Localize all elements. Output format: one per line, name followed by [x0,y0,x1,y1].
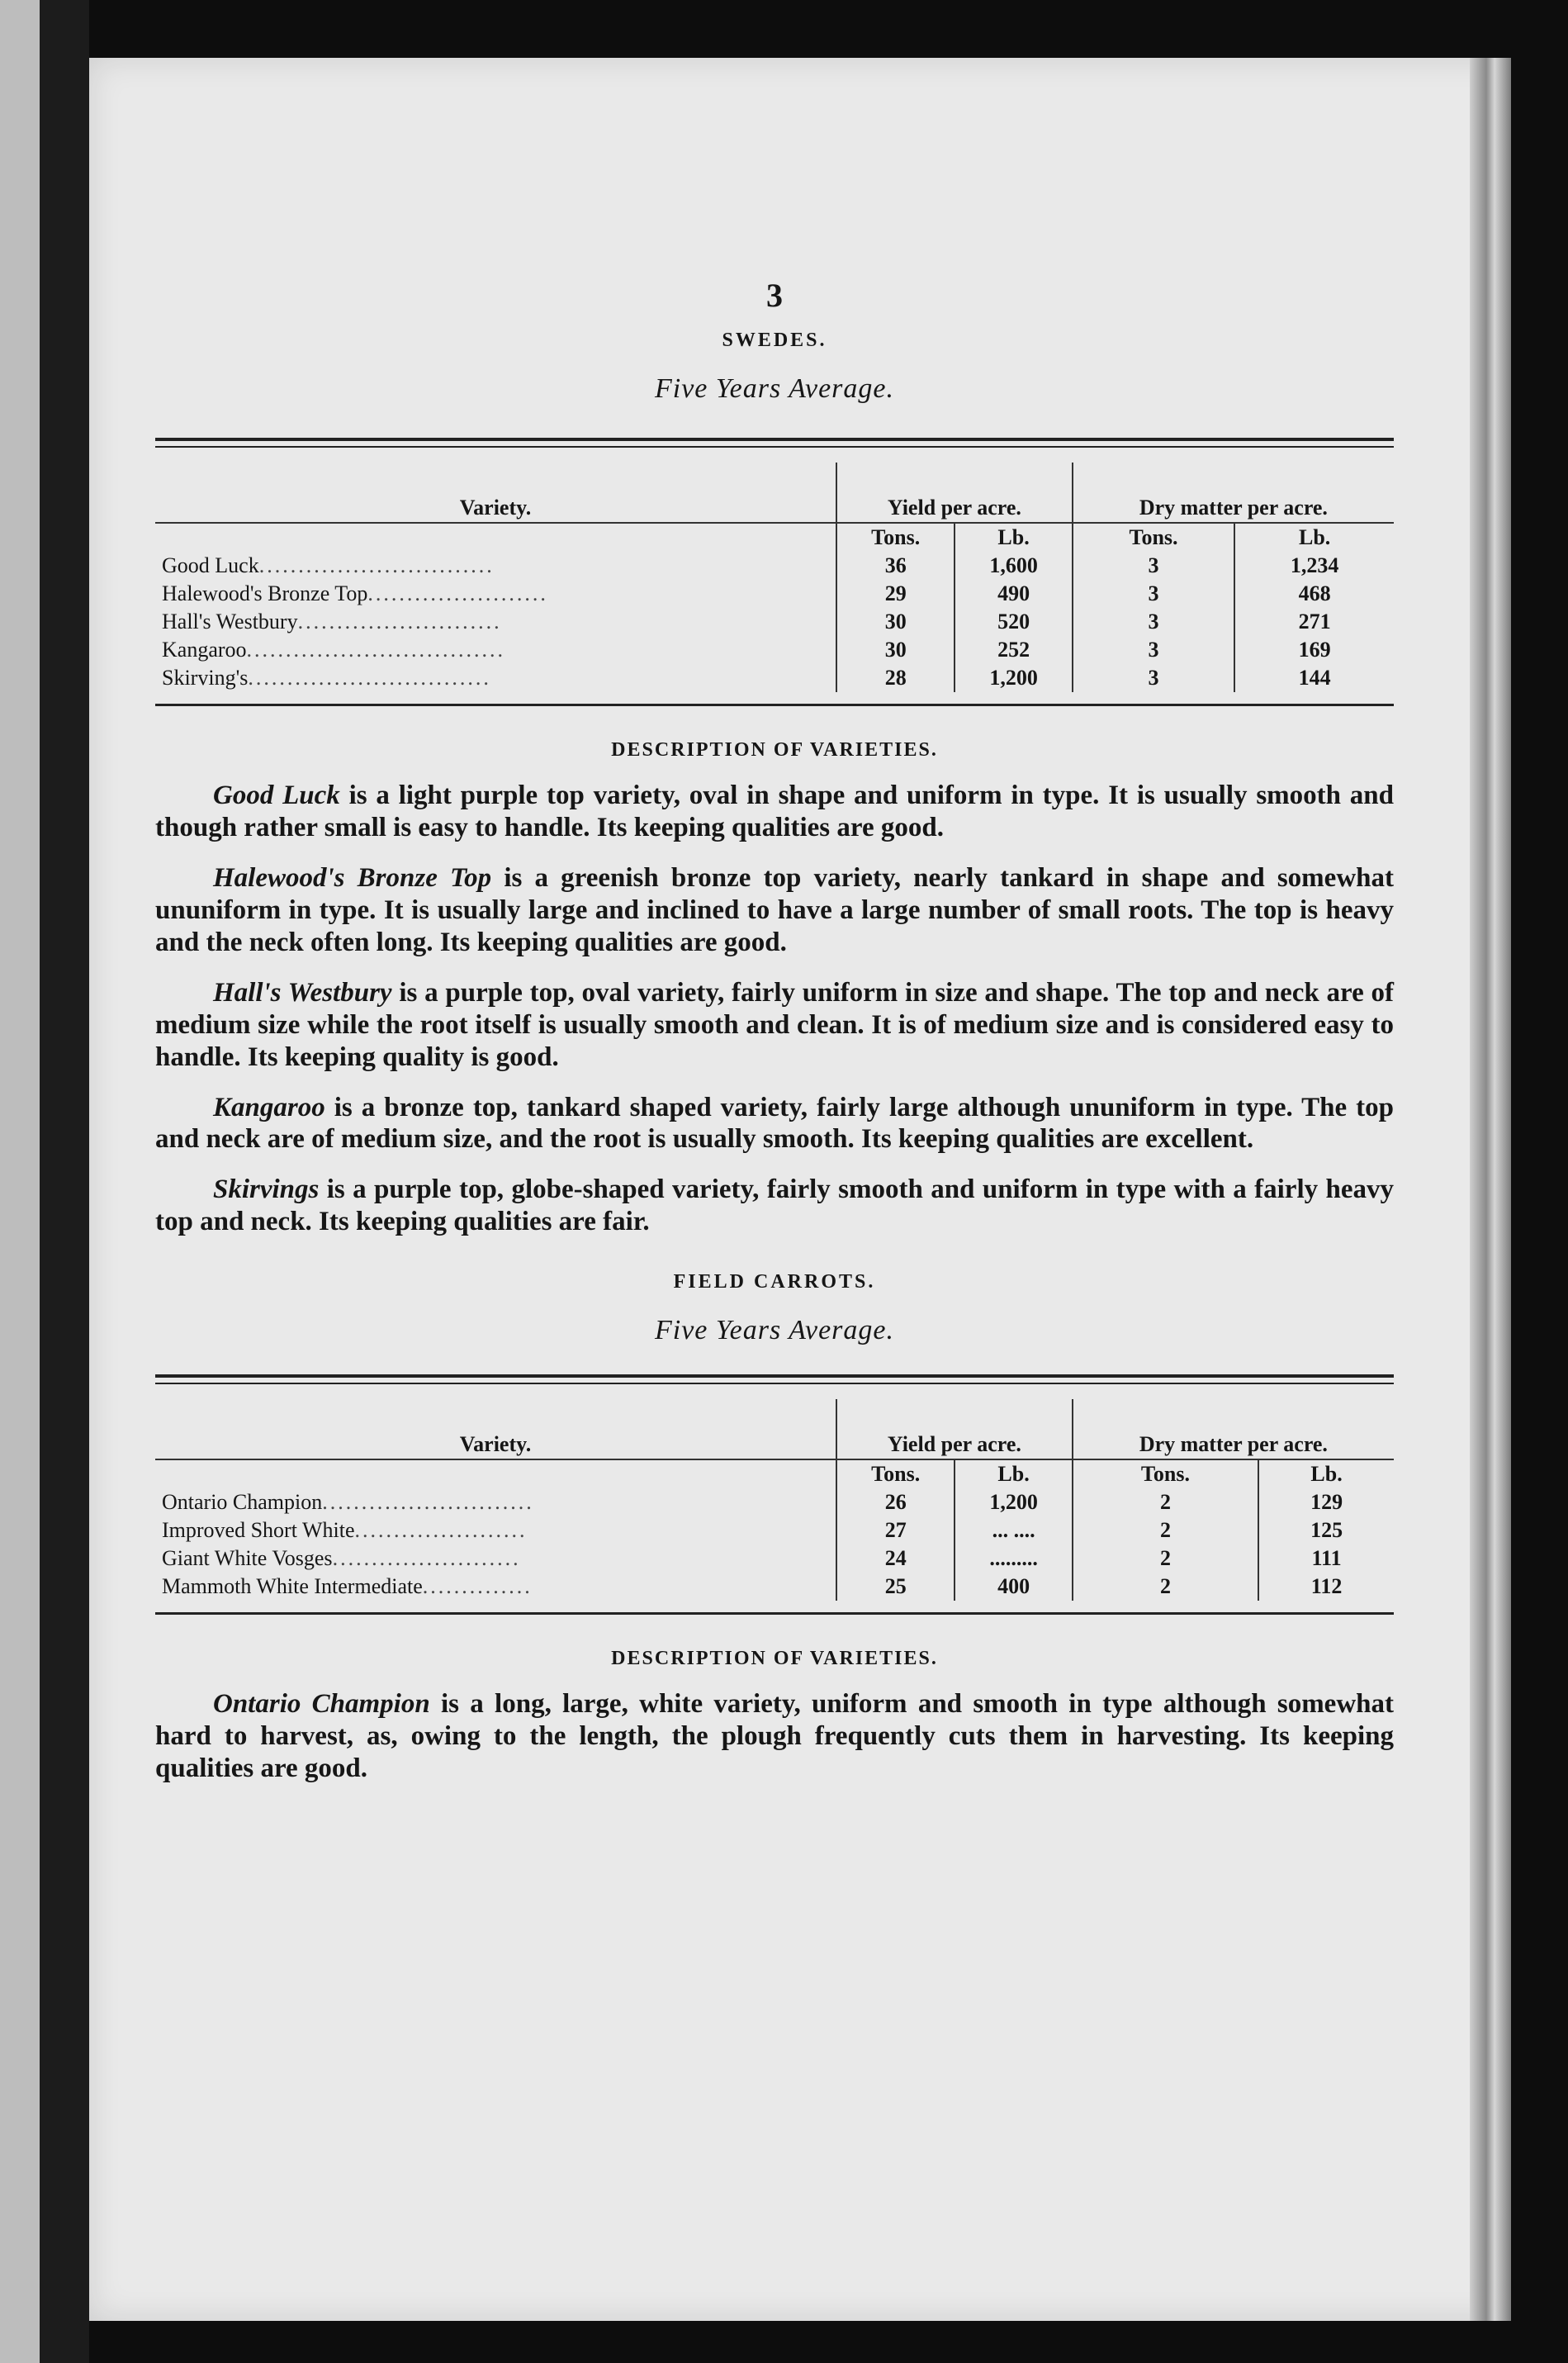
table-bottom-rule [155,704,1394,706]
scan-border-left [0,0,40,2363]
page-content [155,215,1394,1785]
table-bottom-rule [155,1612,1394,1615]
table-top-rule [155,438,1394,448]
dry-tons: 3 [1073,608,1235,636]
page-number: 3 [766,277,783,314]
table-row: Kangaroo................................. 30 252 3 169 [155,636,1394,664]
yield-lb: 252 [955,636,1072,664]
table-row: Good Luck.............................. 36 1,600 3 1,234 [155,552,1394,580]
dry-lb: 169 [1234,636,1394,664]
col-header-tons: Tons. [1073,523,1235,552]
variety-name: Skirvings [213,1174,320,1205]
variety-name: Halewood's Bronze Top [162,581,368,605]
description-title-carrots: DESCRIPTION OF VARIETIES. [611,1648,938,1670]
dry-lb: 468 [1234,580,1394,608]
carrots-table [155,1399,1394,1601]
variety-name: Good Luck [213,781,340,810]
variety-name: Hall's Westbury [213,977,392,1008]
yield-tons: 26 [836,1488,955,1516]
description-paragraph [155,780,1394,844]
description-paragraph [155,862,1394,959]
dry-tons: 3 [1073,636,1235,664]
yield-tons: 36 [836,552,955,580]
col-header-variety: Variety. [155,463,836,523]
description-paragraph [155,1092,1394,1156]
variety-name: Skirving's [162,666,249,690]
description-text: is a long, large, white variety, uniform and smooth in type although somewhat hard to harvest, as, owing to the length, the plough frequently cuts them in harvesting. Its keeping qualities are good. [155,1689,1394,1784]
dry-lb: 271 [1234,608,1394,636]
variety-name: Hall's Westbury [162,610,298,633]
variety-name: Giant White Vosges [162,1546,333,1571]
col-header-dry-matter: Dry matter per acre. [1073,463,1394,523]
dry-tons: 2 [1073,1544,1258,1573]
yield-tons: 25 [836,1573,955,1601]
dry-tons: 3 [1073,552,1235,580]
description-text: is a greenish bronze top variety, nearly tankard in shape and somewhat ununiform in type. It is usually large and inclined to have a large number of small roots. The top is heavy and the neck often long. Its keeping qualities are good. [155,862,1394,957]
subtitle-swedes: Five Years Average. [654,373,895,404]
dry-lb: 1,234 [1234,552,1394,580]
col-header-tons: Tons. [836,523,955,552]
col-header-lb: Lb. [955,1459,1072,1488]
col-header-lb: Lb. [1234,523,1394,552]
col-header-yield: Yield per acre. [836,1399,1073,1459]
description-paragraph [155,1174,1394,1238]
dry-tons: 3 [1073,664,1235,692]
section-title-swedes: SWEDES. [722,330,827,351]
col-header-yield: Yield per acre. [836,463,1073,523]
table-row: Giant White Vosges........................ 24 ......... 2 111 [155,1544,1394,1573]
col-header-tons: Tons. [1073,1459,1258,1488]
variety-name: Ontario Champion [162,1490,323,1515]
yield-tons: 30 [836,636,955,664]
dry-lb: 112 [1258,1573,1394,1601]
dry-tons: 2 [1073,1488,1258,1516]
variety-name: Kangaroo [162,638,247,662]
yield-lb: 1,600 [955,552,1072,580]
yield-lb: 490 [955,580,1072,608]
table-row: Mammoth White Intermediate.............. 25 400 2 112 [155,1573,1394,1601]
variety-name: Good Luck [162,553,259,577]
description-paragraph [155,1688,1394,1785]
scan-page-edge-right [1470,58,1511,2321]
yield-lb: ... .... [955,1516,1072,1544]
description-text: is a light purple top variety, oval in shape and uniform in type. It is usually smooth and though rather small is easy to handle. Its keeping qualities are good. [155,781,1394,842]
yield-lb: 520 [955,608,1072,636]
variety-name: Improved Short White [162,1518,355,1543]
table-row: Skirving's............................... 28 1,200 3 144 [155,664,1394,692]
section-title-carrots: FIELD CARROTS. [673,1271,876,1293]
scan-shadow-left [40,0,89,2363]
yield-tons: 27 [836,1516,955,1544]
col-header-variety: Variety. [155,1399,836,1459]
col-header-lb: Lb. [955,523,1072,552]
description-text: is a purple top, globe-shaped variety, fairly smooth and uniform in type with a fairly heavy top and neck. Its keeping qualities are fair. [155,1174,1394,1237]
swedes-table [155,463,1394,692]
dry-lb: 111 [1258,1544,1394,1573]
table-row: Ontario Champion........................... 26 1,200 2 129 [155,1488,1394,1516]
description-text: is a bronze top, tankard shaped variety, fairly large although ununiform in type. The top and neck are of medium size, and the root is usually smooth. Its keeping qualities are excellent. [155,1092,1394,1155]
description-paragraph [155,977,1394,1074]
dry-lb: 125 [1258,1516,1394,1544]
dry-lb: 144 [1234,664,1394,692]
yield-lb: 1,200 [955,664,1072,692]
table-top-rule [155,1374,1394,1384]
subtitle-carrots: Five Years Average. [654,1315,895,1346]
col-header-lb: Lb. [1258,1459,1394,1488]
variety-name: Kangaroo [213,1092,325,1122]
yield-tons: 30 [836,608,955,636]
description-text: is a purple top, oval variety, fairly uniform in size and shape. The top and neck are of medium size while the root itself is usually smooth and clean. It is of medium size and is considered easy to handle. Its keeping quality is good. [155,977,1394,1072]
yield-tons: 24 [836,1544,955,1573]
table-row: Improved Short White...................... 27 ... .... 2 125 [155,1516,1394,1544]
document-page [89,58,1509,2321]
dry-tons: 2 [1073,1516,1258,1544]
description-title-swedes: DESCRIPTION OF VARIETIES. [611,739,938,761]
dry-tons: 2 [1073,1573,1258,1601]
yield-lb: 1,200 [955,1488,1072,1516]
yield-lb: ......... [955,1544,1072,1573]
variety-name: Halewood's Bronze Top [213,862,492,893]
table-row: Hall's Westbury.......................... 30 520 3 271 [155,608,1394,636]
yield-tons: 28 [836,664,955,692]
col-header-tons: Tons. [836,1459,955,1488]
dry-tons: 3 [1073,580,1235,608]
yield-lb: 400 [955,1573,1072,1601]
dry-lb: 129 [1258,1488,1394,1516]
col-header-dry-matter: Dry matter per acre. [1073,1399,1394,1459]
variety-name: Ontario Champion [213,1689,430,1720]
yield-tons: 29 [836,580,955,608]
variety-name: Mammoth White Intermediate [162,1574,423,1599]
table-row: Halewood's Bronze Top....................... 29 490 3 468 [155,580,1394,608]
